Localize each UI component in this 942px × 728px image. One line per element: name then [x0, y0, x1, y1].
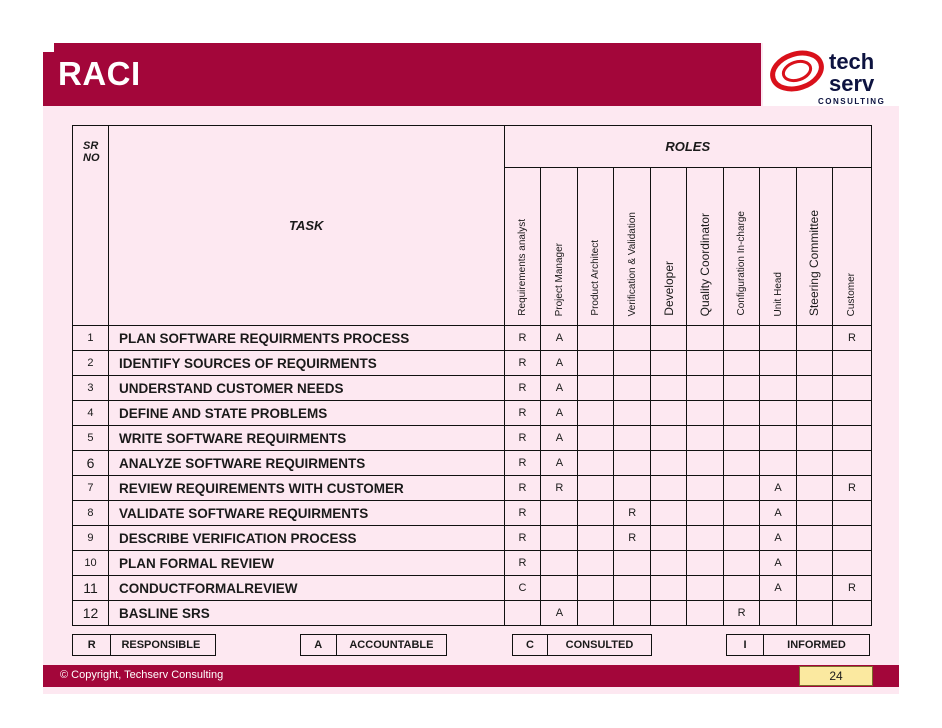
- row-number: 10: [73, 551, 109, 576]
- raci-cell: [651, 376, 687, 401]
- raci-cell: [797, 501, 833, 526]
- raci-cell: [724, 501, 760, 526]
- row-number: 11: [73, 576, 109, 601]
- raci-cell: [724, 451, 760, 476]
- role-header: Unit Head: [760, 168, 797, 326]
- raci-cell: R: [504, 551, 541, 576]
- role-header: Verification & Validation: [614, 168, 651, 326]
- roles-header: ROLES: [504, 126, 872, 168]
- raci-cell: [724, 376, 760, 401]
- role-header: Steering Committee: [797, 168, 833, 326]
- raci-cell: [687, 551, 724, 576]
- techserv-logo-icon: [763, 43, 899, 106]
- table-row: [73, 601, 872, 626]
- raci-cell: A: [541, 401, 578, 426]
- task-name: CONDUCTFORMALREVIEW: [108, 576, 504, 601]
- raci-cell: A: [760, 476, 797, 501]
- raci-cell: [687, 351, 724, 376]
- raci-cell: [614, 401, 651, 426]
- table-row: [73, 376, 872, 401]
- raci-cell: R: [614, 526, 651, 551]
- raci-cell: [760, 401, 797, 426]
- raci-cell: R: [614, 501, 651, 526]
- table-row: [73, 426, 872, 451]
- raci-cell: [541, 526, 578, 551]
- raci-cell: [578, 451, 614, 476]
- raci-cell: R: [504, 476, 541, 501]
- raci-cell: A: [541, 426, 578, 451]
- raci-cell: [578, 401, 614, 426]
- raci-cell: [687, 376, 724, 401]
- raci-cell: [651, 501, 687, 526]
- raci-cell: [687, 576, 724, 601]
- raci-cell: [797, 401, 833, 426]
- raci-cell: [832, 501, 871, 526]
- raci-cell: [687, 526, 724, 551]
- raci-cell: [760, 426, 797, 451]
- table-row: [73, 451, 872, 476]
- raci-cell: [614, 376, 651, 401]
- raci-cell: [651, 476, 687, 501]
- raci-cell: R: [504, 376, 541, 401]
- role-header: Configuration In-charge: [724, 168, 760, 326]
- raci-cell: R: [504, 451, 541, 476]
- role-header: Requirements analyst: [504, 168, 541, 326]
- legend-spacer: [216, 635, 300, 656]
- role-header: Developer: [651, 168, 687, 326]
- raci-cell: [578, 426, 614, 451]
- raci-cell: [724, 576, 760, 601]
- raci-cell: [614, 576, 651, 601]
- role-header: Project Manager: [541, 168, 578, 326]
- raci-cell: R: [504, 401, 541, 426]
- raci-cell: [578, 351, 614, 376]
- task-name: PLAN SOFTWARE REQUIRMENTS PROCESS: [108, 326, 504, 351]
- raci-cell: [578, 476, 614, 501]
- raci-cell: [651, 401, 687, 426]
- raci-cell: R: [541, 476, 578, 501]
- raci-cell: [760, 351, 797, 376]
- legend-c-key: C: [513, 635, 548, 656]
- row-number: 1: [73, 326, 109, 351]
- srno-header: [73, 126, 109, 326]
- task-name: DEFINE AND STATE PROBLEMS: [108, 401, 504, 426]
- row-number: 7: [73, 476, 109, 501]
- raci-cell: [687, 476, 724, 501]
- raci-cell: R: [504, 501, 541, 526]
- raci-cell: [578, 601, 614, 626]
- raci-cell: [797, 326, 833, 351]
- task-name: WRITE SOFTWARE REQUIRMENTS: [108, 426, 504, 451]
- title-bar: [43, 43, 761, 106]
- raci-matrix: [72, 125, 872, 626]
- legend-responsible-accountable: [72, 634, 447, 656]
- page-number: 24: [799, 666, 873, 686]
- raci-cell: [724, 551, 760, 576]
- raci-cell: [687, 326, 724, 351]
- raci-cell: [578, 551, 614, 576]
- raci-cell: [760, 326, 797, 351]
- raci-cell: [797, 376, 833, 401]
- logo-text-tech: tech: [829, 49, 875, 74]
- table-row: [73, 351, 872, 376]
- raci-cell: [797, 451, 833, 476]
- raci-cell: A: [541, 376, 578, 401]
- table-row: [73, 501, 872, 526]
- table-row: [73, 401, 872, 426]
- raci-cell: [651, 451, 687, 476]
- raci-cell: [687, 401, 724, 426]
- role-header: Quality Coordinator: [687, 168, 724, 326]
- table-row: [73, 476, 872, 501]
- row-number: 6: [73, 451, 109, 476]
- raci-cell: [797, 351, 833, 376]
- raci-cell: [797, 526, 833, 551]
- raci-cell: [687, 601, 724, 626]
- raci-cell: R: [504, 351, 541, 376]
- raci-cell: [724, 401, 760, 426]
- raci-cell: [651, 601, 687, 626]
- raci-cell: R: [504, 526, 541, 551]
- raci-cell: [797, 551, 833, 576]
- raci-cell: [832, 451, 871, 476]
- raci-cell: [797, 426, 833, 451]
- legend-a-key: A: [300, 635, 336, 656]
- raci-cell: [832, 526, 871, 551]
- raci-cell: [832, 351, 871, 376]
- raci-cell: [651, 326, 687, 351]
- raci-cell: [651, 426, 687, 451]
- srno-header-line2: NO: [83, 152, 100, 164]
- table-row: [73, 526, 872, 551]
- raci-cell: [541, 576, 578, 601]
- raci-cell: [797, 601, 833, 626]
- raci-cell: [687, 501, 724, 526]
- task-header: TASK: [108, 126, 504, 326]
- legend-i-key: I: [727, 635, 764, 656]
- raci-cell: [687, 451, 724, 476]
- copyright-text: © Copyright, Techserv Consulting: [60, 669, 224, 681]
- legend-informed: [726, 634, 870, 656]
- raci-cell: [832, 376, 871, 401]
- raci-cell: [832, 426, 871, 451]
- logo-text-consulting: CONSULTING: [818, 97, 886, 106]
- raci-cell: A: [760, 551, 797, 576]
- title-bar-notch: [43, 43, 54, 52]
- task-name: BASLINE SRS: [108, 601, 504, 626]
- raci-cell: [541, 501, 578, 526]
- raci-cell: R: [504, 326, 541, 351]
- page-title: RACI: [58, 55, 141, 92]
- raci-cell: [760, 376, 797, 401]
- raci-cell: [651, 526, 687, 551]
- raci-cell: [614, 451, 651, 476]
- role-header: Customer: [832, 168, 871, 326]
- table-row: [73, 326, 872, 351]
- raci-cell: [651, 576, 687, 601]
- raci-cell: [651, 551, 687, 576]
- table-row: [73, 551, 872, 576]
- legend-r-label: RESPONSIBLE: [111, 635, 216, 656]
- legend-r-key: R: [73, 635, 111, 656]
- raci-cell: [724, 351, 760, 376]
- raci-cell: R: [504, 426, 541, 451]
- raci-cell: R: [832, 476, 871, 501]
- raci-cell: [760, 601, 797, 626]
- raci-cell: [578, 501, 614, 526]
- raci-cell: [760, 451, 797, 476]
- legend-i-label: INFORMED: [764, 635, 870, 656]
- row-number: 5: [73, 426, 109, 451]
- raci-cell: [614, 551, 651, 576]
- raci-cell: R: [832, 326, 871, 351]
- raci-cell: [724, 326, 760, 351]
- row-number: 2: [73, 351, 109, 376]
- raci-cell: [724, 526, 760, 551]
- raci-cell: A: [760, 501, 797, 526]
- task-name: DESCRIBE VERIFICATION PROCESS: [108, 526, 504, 551]
- raci-cell: R: [724, 601, 760, 626]
- raci-cell: [651, 351, 687, 376]
- row-number: 4: [73, 401, 109, 426]
- table-row: [73, 576, 872, 601]
- task-name: IDENTIFY SOURCES OF REQUIRMENTS: [108, 351, 504, 376]
- raci-cell: A: [760, 576, 797, 601]
- row-number: 8: [73, 501, 109, 526]
- raci-cell: A: [541, 326, 578, 351]
- raci-cell: [832, 551, 871, 576]
- raci-cell: [614, 426, 651, 451]
- task-name: PLAN FORMAL REVIEW: [108, 551, 504, 576]
- raci-cell: A: [760, 526, 797, 551]
- role-header: Product Architect: [578, 168, 614, 326]
- task-name: ANALYZE SOFTWARE REQUIRMENTS: [108, 451, 504, 476]
- raci-cell: [614, 476, 651, 501]
- logo-text-serv: serv: [829, 71, 875, 96]
- raci-cell: C: [504, 576, 541, 601]
- srno-header-line1: SR: [83, 140, 99, 152]
- raci-cell: A: [541, 351, 578, 376]
- raci-cell: [578, 376, 614, 401]
- raci-cell: [578, 576, 614, 601]
- raci-cell: [797, 476, 833, 501]
- raci-cell: [724, 426, 760, 451]
- raci-cell: [832, 401, 871, 426]
- techserv-logo: [763, 43, 899, 106]
- raci-cell: A: [541, 601, 578, 626]
- raci-cell: [614, 351, 651, 376]
- raci-cell: [614, 601, 651, 626]
- raci-cell: [832, 601, 871, 626]
- raci-cell: [797, 576, 833, 601]
- raci-cell: [578, 526, 614, 551]
- legend-a-label: ACCOUNTABLE: [336, 635, 446, 656]
- legend-c-label: CONSULTED: [548, 635, 652, 656]
- raci-cell: [614, 326, 651, 351]
- raci-cell: A: [541, 451, 578, 476]
- task-name: VALIDATE SOFTWARE REQUIRMENTS: [108, 501, 504, 526]
- raci-cell: [724, 476, 760, 501]
- legend-consulted: [512, 634, 652, 656]
- raci-cell: R: [832, 576, 871, 601]
- raci-cell: [541, 551, 578, 576]
- row-number: 9: [73, 526, 109, 551]
- raci-cell: [578, 326, 614, 351]
- row-number: 3: [73, 376, 109, 401]
- task-name: REVIEW REQUIREMENTS WITH CUSTOMER: [108, 476, 504, 501]
- row-number: 12: [73, 601, 109, 626]
- task-name: UNDERSTAND CUSTOMER NEEDS: [108, 376, 504, 401]
- raci-cell: [504, 601, 541, 626]
- raci-cell: [687, 426, 724, 451]
